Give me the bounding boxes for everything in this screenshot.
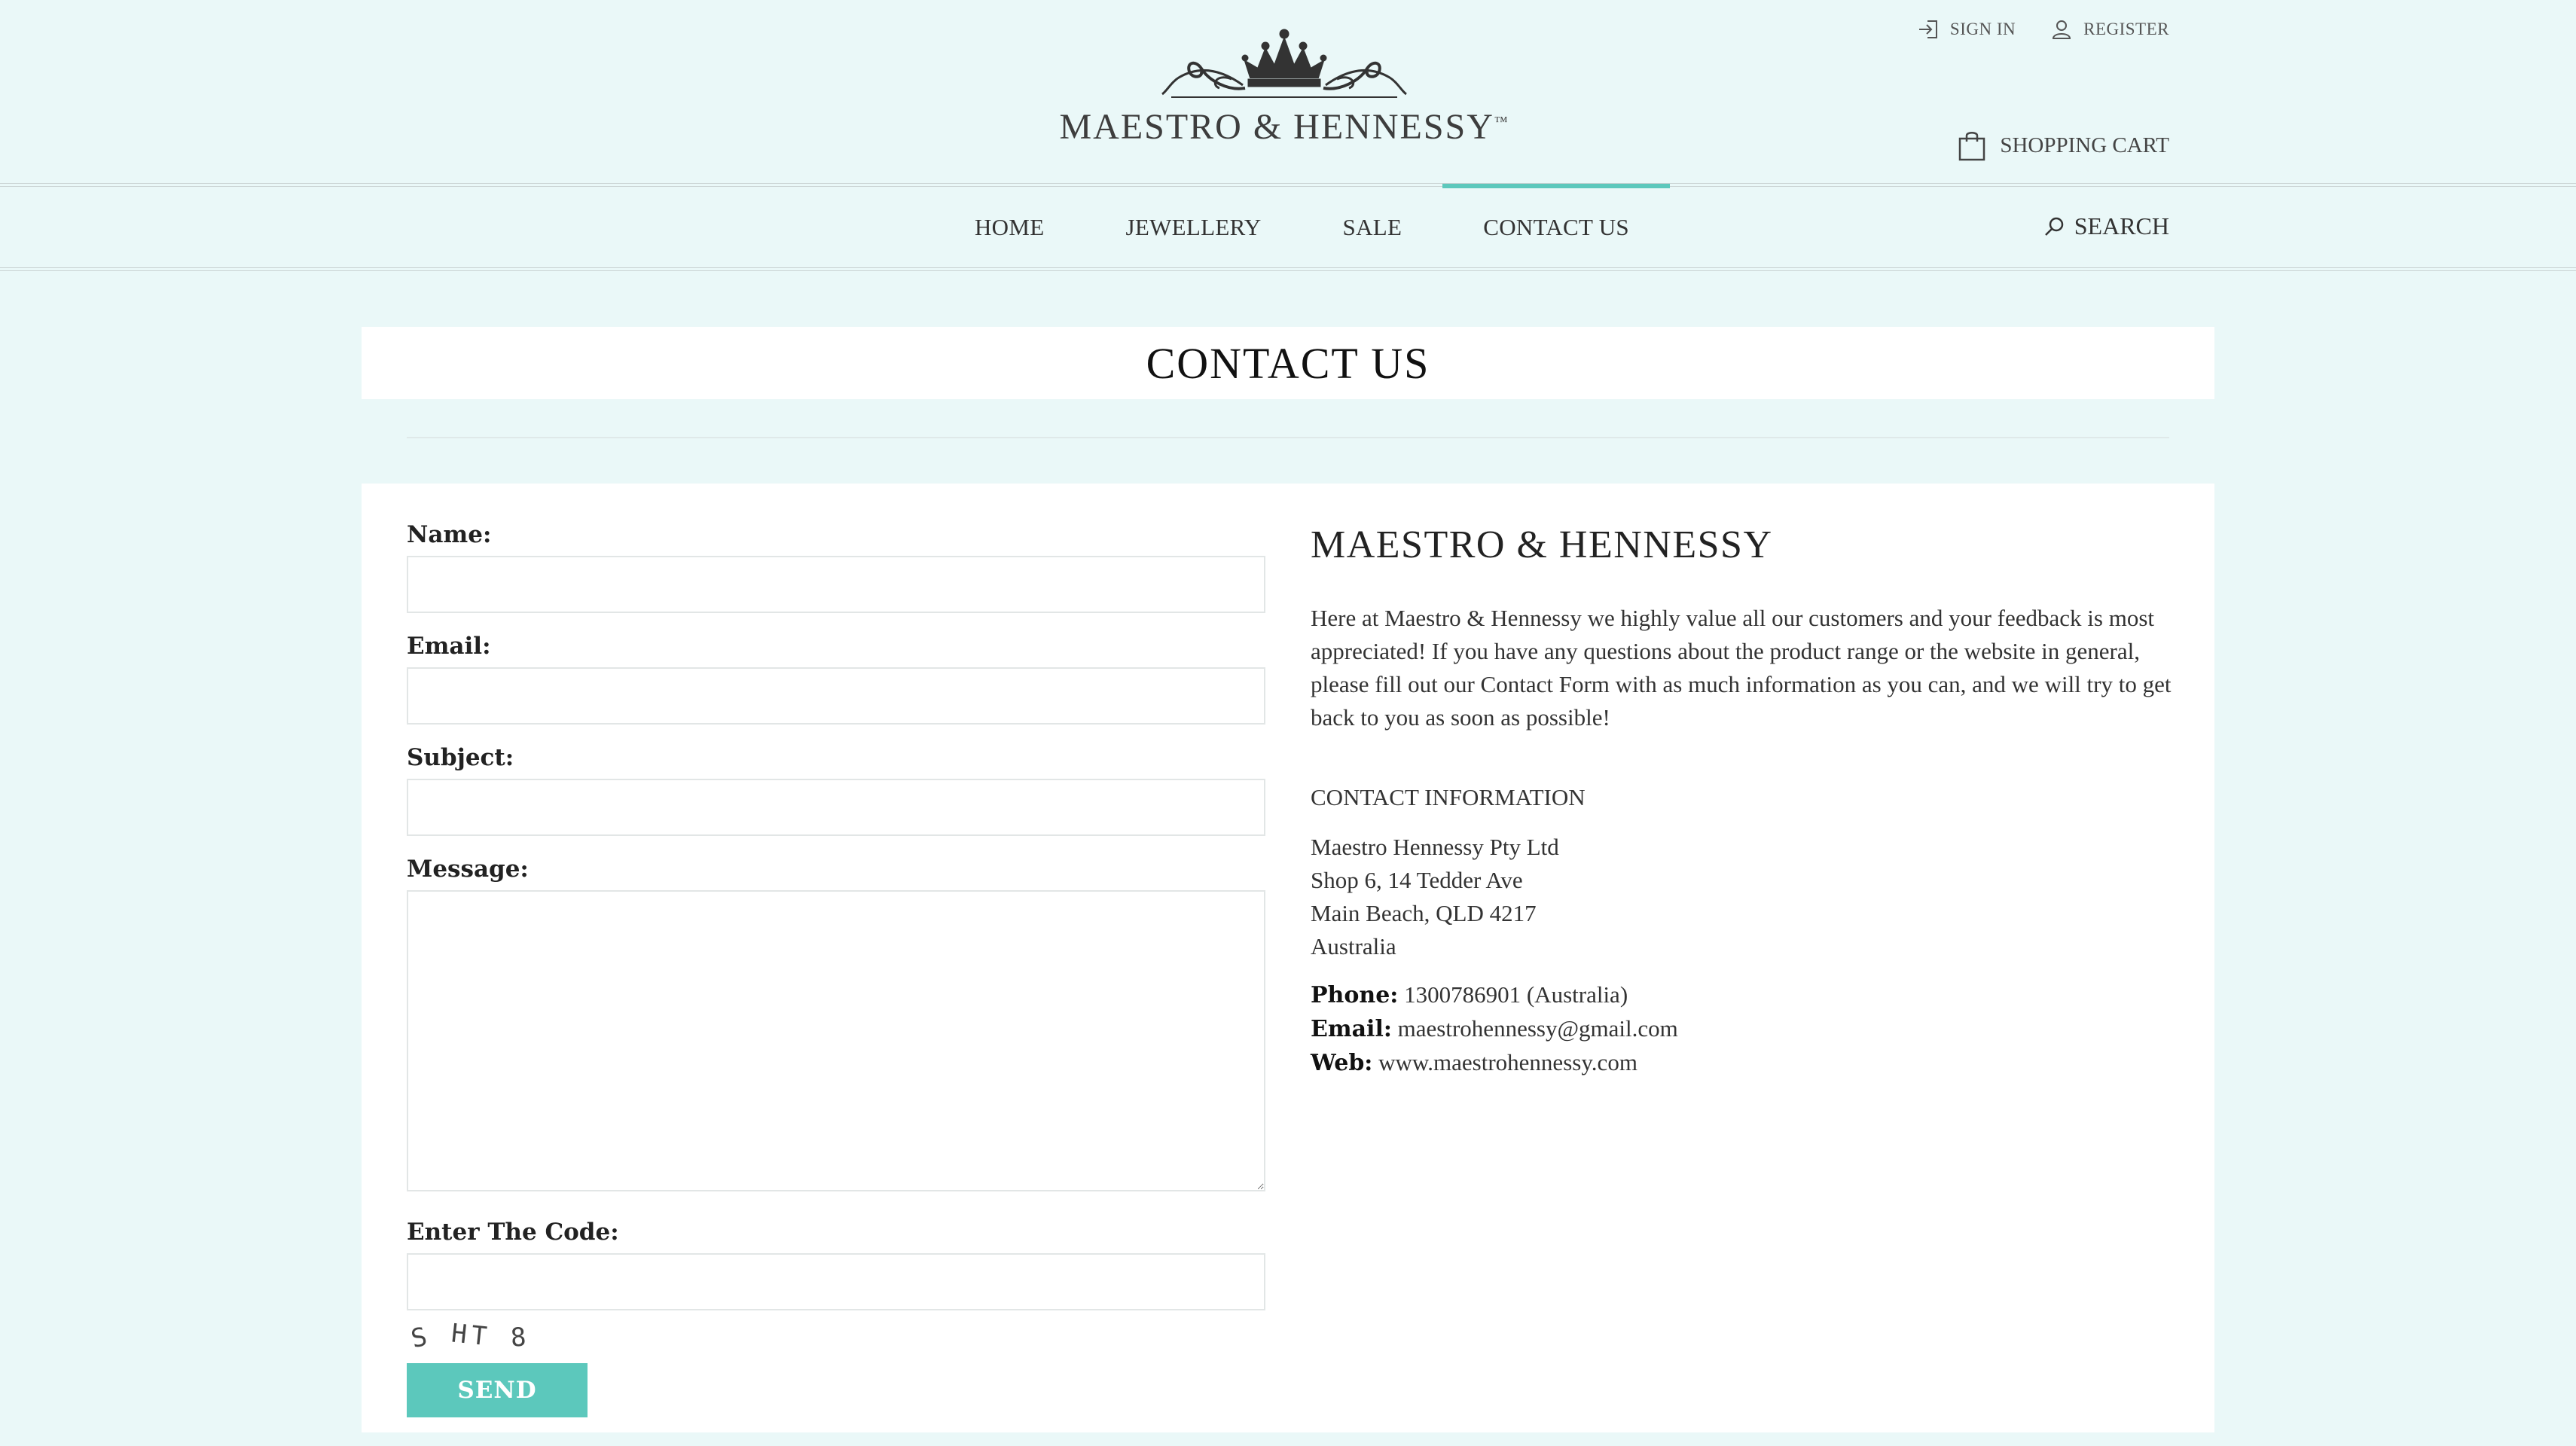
shopping-cart-link[interactable] <box>1958 130 2169 161</box>
info-heading: MAESTRO & HENNESSY <box>1311 523 1773 566</box>
register-link[interactable] <box>2050 18 2169 41</box>
user-icon <box>2050 18 2073 41</box>
phone-value: 1300786901 (Australia) <box>1404 981 1628 1008</box>
message-label: Message: <box>407 856 529 883</box>
subject-label: Subject: <box>407 744 514 771</box>
email-link[interactable]: maestrohennessy@gmail.com <box>1397 1015 1678 1042</box>
brand-name: MAESTRO & HENNESSY™ <box>1059 107 1509 147</box>
name-field[interactable] <box>407 556 1265 613</box>
account-links <box>1917 18 2169 41</box>
page-title: CONTACT US <box>1146 338 1430 388</box>
search-link[interactable] <box>2043 212 2169 240</box>
sign-in-icon <box>1917 18 1940 41</box>
register-label: REGISTER <box>2083 20 2169 38</box>
subject-field[interactable] <box>407 779 1265 836</box>
nav-item-home[interactable]: HOME <box>975 214 1045 240</box>
web-label: Web: <box>1311 1050 1373 1076</box>
address-line: Australia <box>1311 933 1396 959</box>
title-divider <box>407 437 2169 438</box>
crown-icon <box>1156 19 1412 102</box>
sign-in-link[interactable] <box>1917 18 2016 41</box>
code-label: Enter The Code: <box>407 1219 619 1246</box>
sign-in-label: SIGN IN <box>1949 20 2016 38</box>
page-title-box <box>362 327 2214 399</box>
nav-item-jewellery[interactable]: JEWELLERY <box>1125 214 1262 240</box>
contact-form <box>407 521 1265 1417</box>
phone-line <box>1311 978 2177 1012</box>
shopping-bag-icon <box>1958 130 1986 161</box>
address-line: Maestro Hennessy Pty Ltd <box>1311 834 1559 860</box>
brand-logo[interactable] <box>1055 19 1514 162</box>
send-button[interactable]: SEND <box>407 1363 588 1417</box>
phone-label: Phone: <box>1311 982 1399 1008</box>
address-line: Shop 6, 14 Tedder Ave <box>1311 867 1523 893</box>
nav-divider <box>0 267 2576 271</box>
nav-item-sale[interactable]: SALE <box>1342 214 1402 240</box>
address-line: Main Beach, QLD 4217 <box>1311 900 1537 926</box>
search-icon <box>2043 215 2065 238</box>
site-header <box>0 0 2576 185</box>
captcha-code-field[interactable] <box>407 1253 1265 1310</box>
nav-item-contact-us[interactable]: CONTACT US <box>1442 187 1670 268</box>
email-label: Email: <box>407 633 491 660</box>
email-label: Email: <box>1311 1016 1392 1042</box>
web-line <box>1311 1046 2177 1080</box>
name-label: Name: <box>407 521 492 548</box>
shopping-cart-label: SHOPPING CART <box>2000 133 2169 157</box>
main-nav <box>0 187 2576 268</box>
message-field[interactable] <box>407 890 1265 1191</box>
nav-items <box>934 187 1670 268</box>
contact-info <box>1311 523 2177 1080</box>
address <box>1311 831 2177 963</box>
email-field[interactable] <box>407 667 1265 725</box>
info-intro: Here at Maestro & Hennessy we highly value all our customers and your feedback is most appreciated! If you have any questions about the product range or the website in general, please fill out our Contact Form with as much information as you can, and we will try to get back to you as soon as possible! <box>1311 605 2172 731</box>
contact-panel <box>362 484 2214 1432</box>
web-link[interactable]: www.maestrohennessy.com <box>1378 1049 1637 1075</box>
contact-information-heading: CONTACT INFORMATION <box>1311 784 1586 810</box>
email-line <box>1311 1012 2177 1046</box>
captcha-image: S HT 8 <box>408 1318 533 1355</box>
search-label: SEARCH <box>2074 212 2169 239</box>
